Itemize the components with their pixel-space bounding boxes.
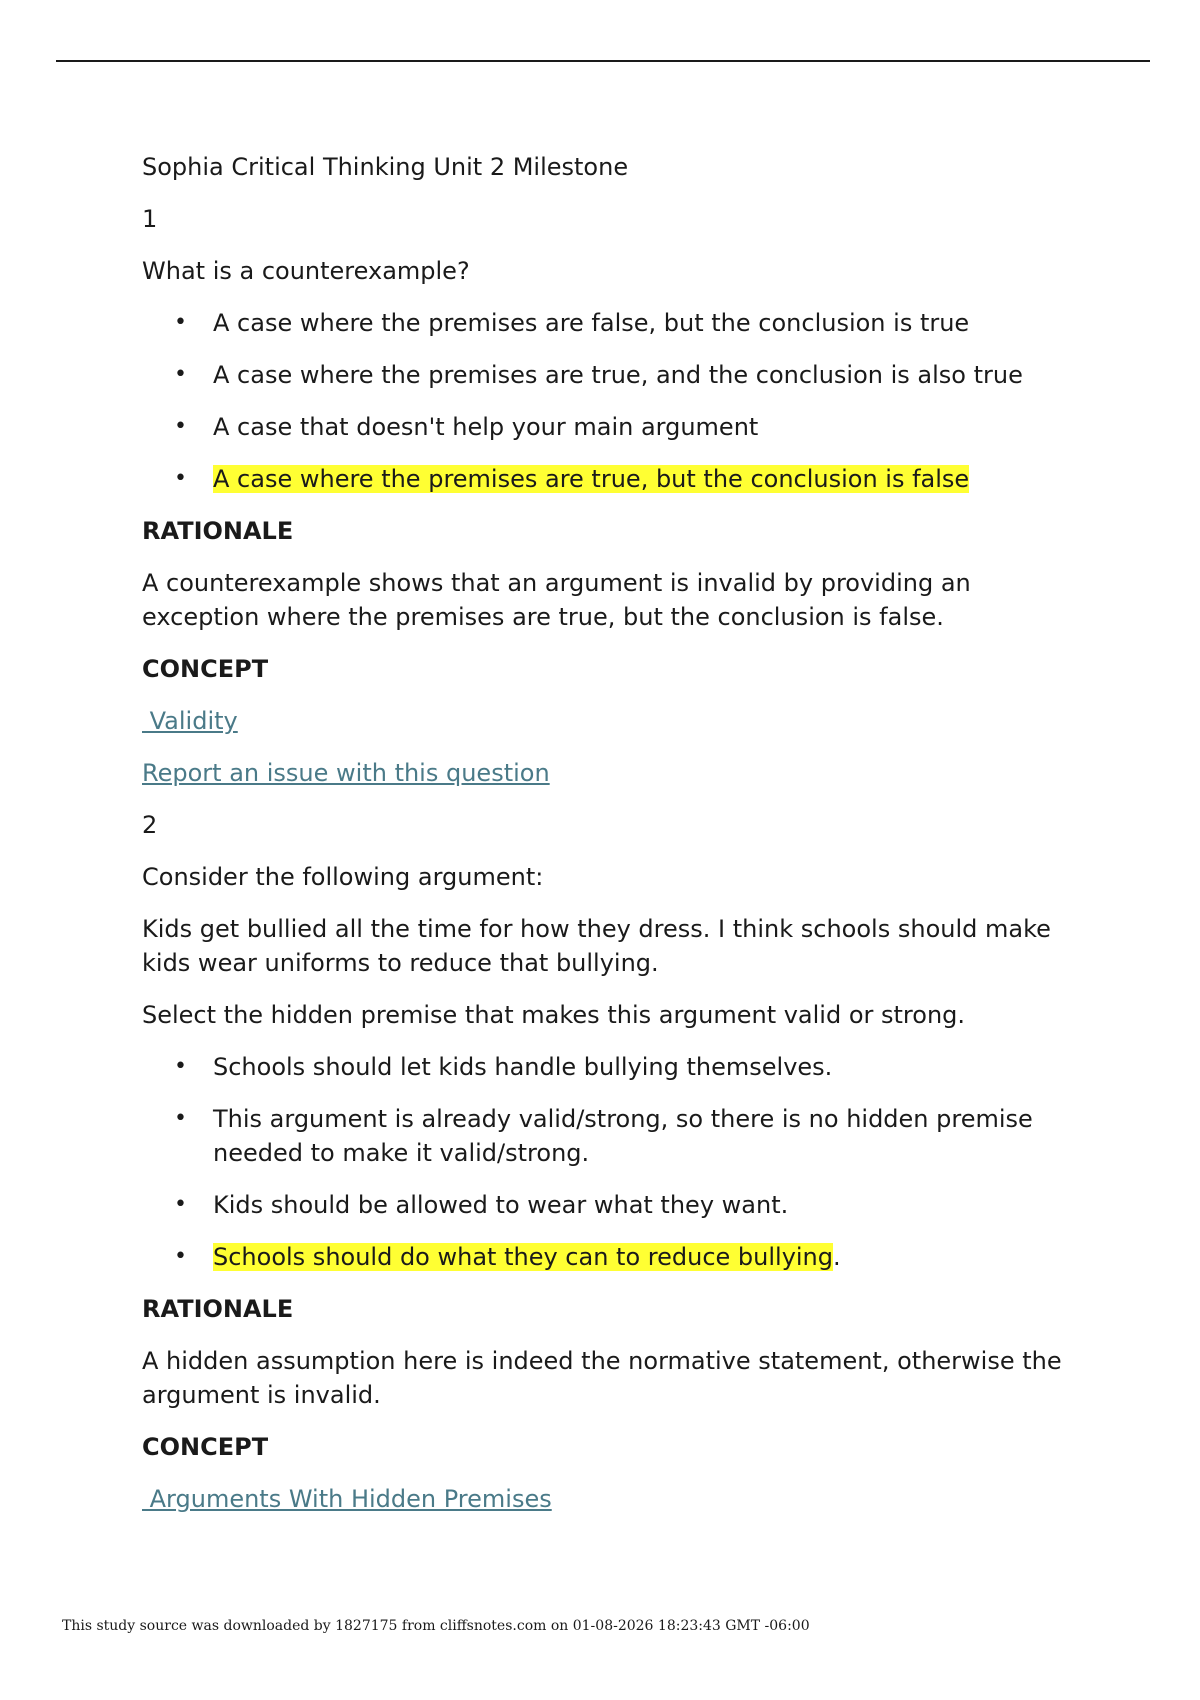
bullet-icon: •: [174, 1192, 187, 1217]
bullet-icon: •: [174, 466, 187, 491]
download-footer: This study source was downloaded by 1827175 from cliffsnotes.com on 01-08-2026 18:23:43 GMT -06:00: [62, 1618, 810, 1634]
answer-option-text: This argument is already valid/strong, so there is no hidden premise needed to make it valid/strong.: [213, 1105, 1033, 1167]
answer-option-text-highlighted: A case where the premises are true, but the conclusion is false: [213, 465, 970, 493]
question-instruction: Select the hidden premise that makes this argument valid or strong.: [142, 1001, 966, 1029]
answer-option: [142, 1050, 1072, 1084]
answer-option: [142, 306, 1072, 340]
concept-heading: CONCEPT: [142, 655, 269, 683]
bullet-icon: •: [174, 1106, 187, 1131]
bullet-icon: •: [174, 362, 187, 387]
rationale-heading: RATIONALE: [142, 517, 294, 545]
bullet-icon: •: [174, 1054, 187, 1079]
rationale-text: A counterexample shows that an argument is invalid by providing an exception where the premises are true, but the conclusion is false.: [142, 569, 971, 631]
bullet-icon: •: [174, 414, 187, 439]
answer-option-correct: [142, 462, 1072, 496]
rationale-text: A hidden assumption here is indeed the normative statement, otherwise the argument is invalid.: [142, 1347, 1062, 1409]
answer-option-trailing: .: [833, 1243, 841, 1271]
answer-option: [142, 358, 1072, 392]
concept-link-validity[interactable]: Validity: [142, 707, 238, 735]
answer-option-text: A case that doesn't help your main argument: [213, 413, 759, 441]
bullet-icon: •: [174, 1244, 187, 1269]
answer-options: [142, 306, 1072, 496]
rationale-heading: RATIONALE: [142, 1295, 294, 1323]
question-prompt: What is a counterexample?: [142, 257, 470, 285]
answer-option-correct: [142, 1240, 1072, 1274]
top-divider: [56, 60, 1150, 62]
answer-option-text: Schools should let kids handle bullying themselves.: [213, 1053, 833, 1081]
bullet-icon: •: [174, 310, 187, 335]
question-number: 1: [142, 205, 158, 233]
answer-option-text: Kids should be allowed to wear what they want.: [213, 1191, 789, 1219]
document-title: Sophia Critical Thinking Unit 2 Milestone: [142, 153, 629, 181]
document-body: [142, 150, 1072, 1534]
answer-options: [142, 1050, 1072, 1274]
question-number: 2: [142, 811, 158, 839]
answer-option: [142, 1102, 1072, 1170]
answer-option-text: A case where the premises are true, and the conclusion is also true: [213, 361, 1023, 389]
answer-option: [142, 410, 1072, 444]
report-issue-link[interactable]: Report an issue with this question: [142, 759, 550, 787]
argument-text: Kids get bullied all the time for how they dress. I think schools should make kids wear uniforms to reduce that bullying.: [142, 915, 1051, 977]
answer-option: [142, 1188, 1072, 1222]
concept-link-hidden-premises[interactable]: Arguments With Hidden Premises: [142, 1485, 552, 1513]
answer-option-text: A case where the premises are false, but the conclusion is true: [213, 309, 970, 337]
question-prompt: Consider the following argument:: [142, 863, 544, 891]
concept-heading: CONCEPT: [142, 1433, 269, 1461]
answer-option-text-highlighted: Schools should do what they can to reduce bullying: [213, 1243, 834, 1271]
